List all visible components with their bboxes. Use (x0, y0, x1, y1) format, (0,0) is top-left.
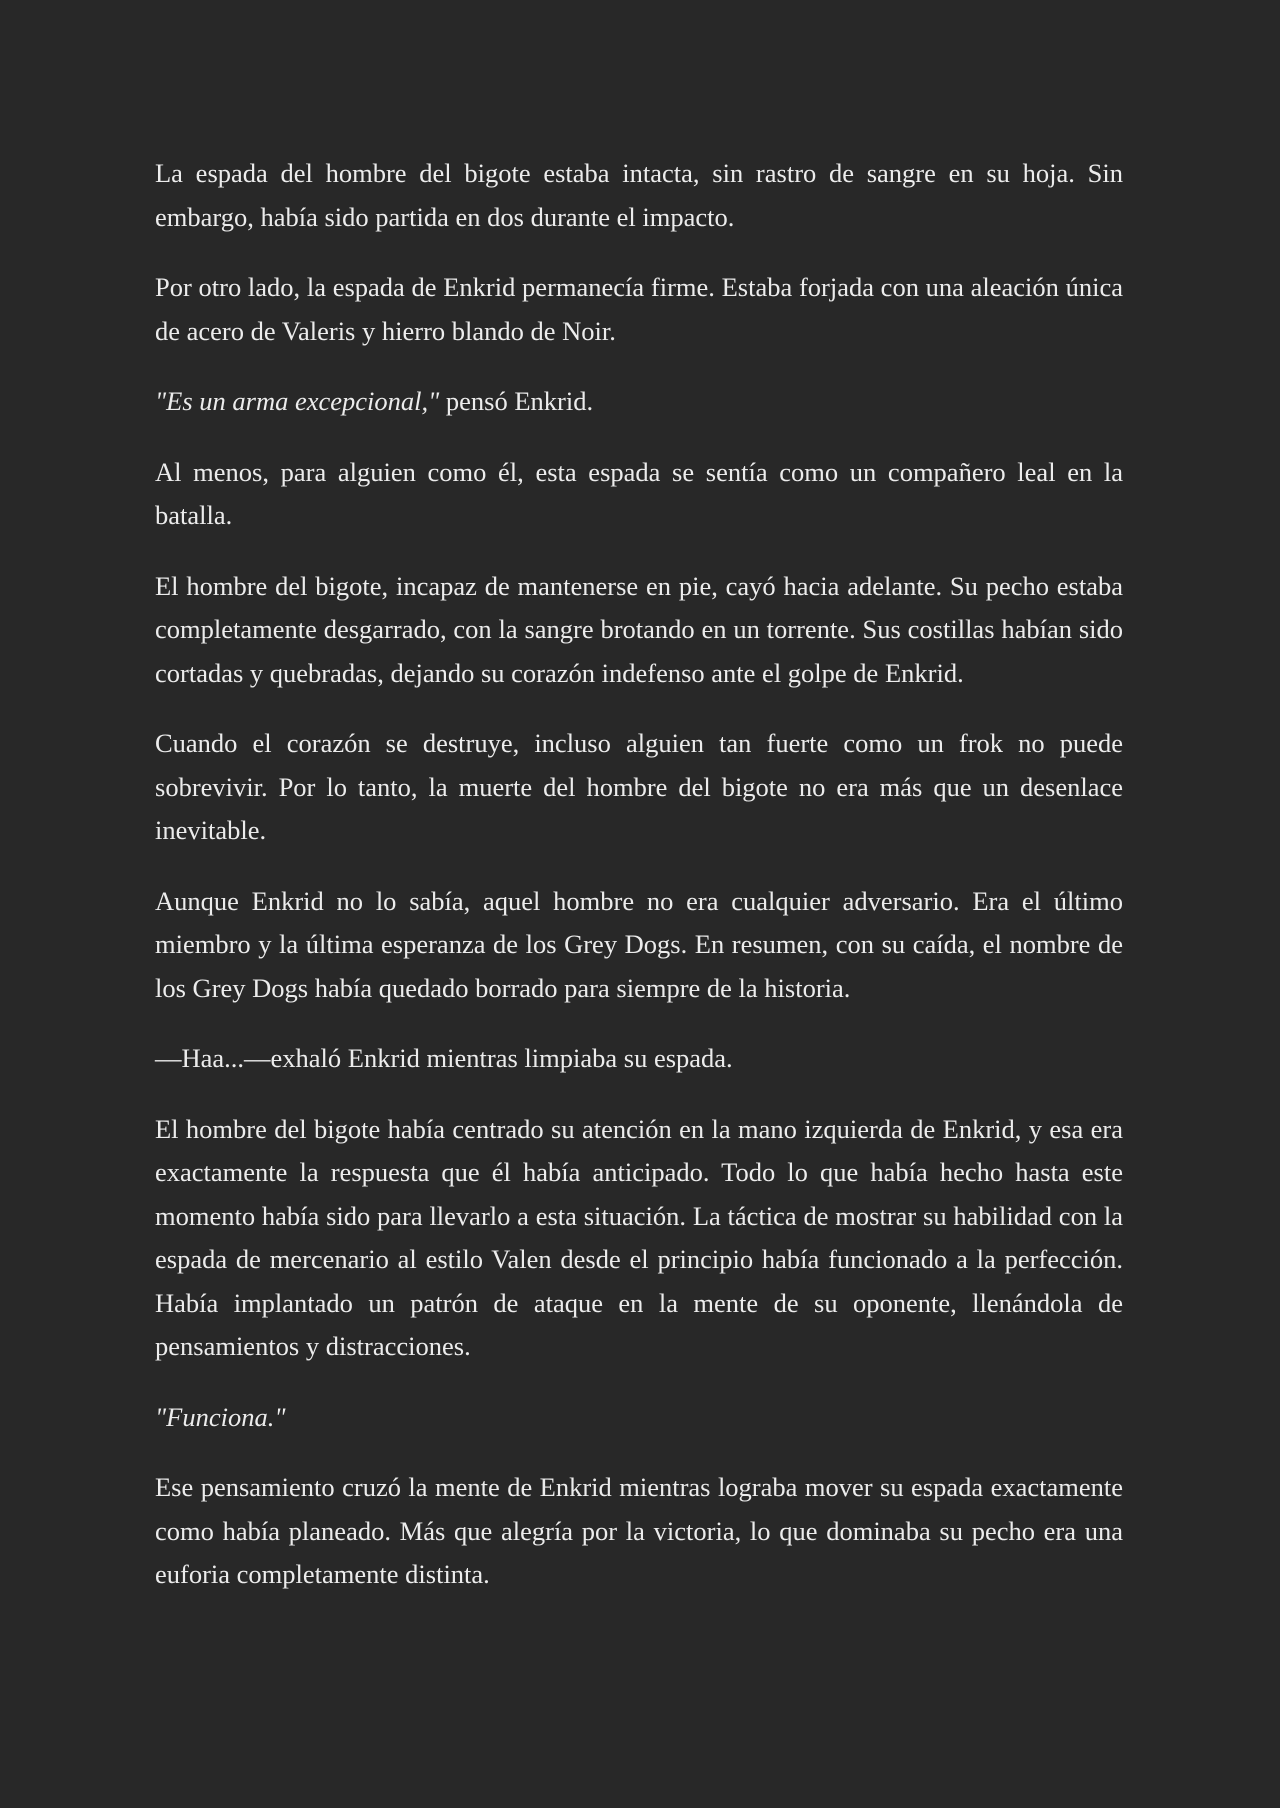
paragraph-5: El hombre del bigote, incapaz de mantenerse en pie, cayó hacia adelante. Su pecho estaba completamente desgarrado, con la sangre brotando en un torrente. Sus costillas habían sido cortadas y quebradas, dejando su corazón indefenso ante el golpe de Enkrid. (155, 570, 1123, 688)
paragraph-3 (155, 380, 1123, 424)
paragraph-3-rest: pensó Enkrid. (439, 386, 594, 416)
paragraph-1: La espada del hombre del bigote estaba intacta, sin rastro de sangre en su hoja. Sin embargo, había sido partida en dos durante el impacto. (155, 158, 1123, 232)
thought-quote: "Es un arma excepcional," (155, 386, 440, 416)
paragraph-10-thought: "Funciona." (155, 1401, 286, 1432)
paragraph-4: Al menos, para alguien como él, esta espada se sentía como un compañero leal en la batalla. (155, 456, 1123, 530)
paragraph-7: Aunque Enkrid no lo sabía, aquel hombre no era cualquier adversario. Era el último miembro y la última esperanza de los Grey Dogs. En resumen, con su caída, el nombre de los Grey Dogs había quedado borrado para siempre de la historia. (155, 885, 1123, 1003)
reader-content (155, 152, 1123, 1624)
paragraph-11: Ese pensamiento cruzó la mente de Enkrid mientras lograba mover su espada exactamente como había planeado. Más que alegría por la victoria, lo que dominaba su pecho era una euforia completamente distinta. (155, 1472, 1123, 1589)
paragraph-2: Por otro lado, la espada de Enkrid permanecía firme. Estaba forjada con una aleación única de acero de Valeris y hierro blando de Noir. (155, 272, 1123, 346)
paragraph-6: Cuando el corazón se destruye, incluso alguien tan fuerte como un frok no puede sobrevivir. Por lo tanto, la muerte del hombre del bigote no era más que un desenlace inevitable. (155, 728, 1123, 845)
paragraph-8: —Haa...—exhaló Enkrid mientras limpiaba su espada. (155, 1043, 733, 1073)
paragraph-9: El hombre del bigote había centrado su atención en la mano izquierda de Enkrid, y esa era exactamente la respuesta que él había anticipado. Todo lo que había hecho hasta este momento había sido para llevarlo a esta situación. La táctica de mostrar su habilidad con la espada de mercenario al estilo Valen desde el principio había funcionado a la perfección. Había implantado un patrón de ataque en la mente de su oponente, llenándola de pensamientos y distracciones. (155, 1113, 1123, 1361)
